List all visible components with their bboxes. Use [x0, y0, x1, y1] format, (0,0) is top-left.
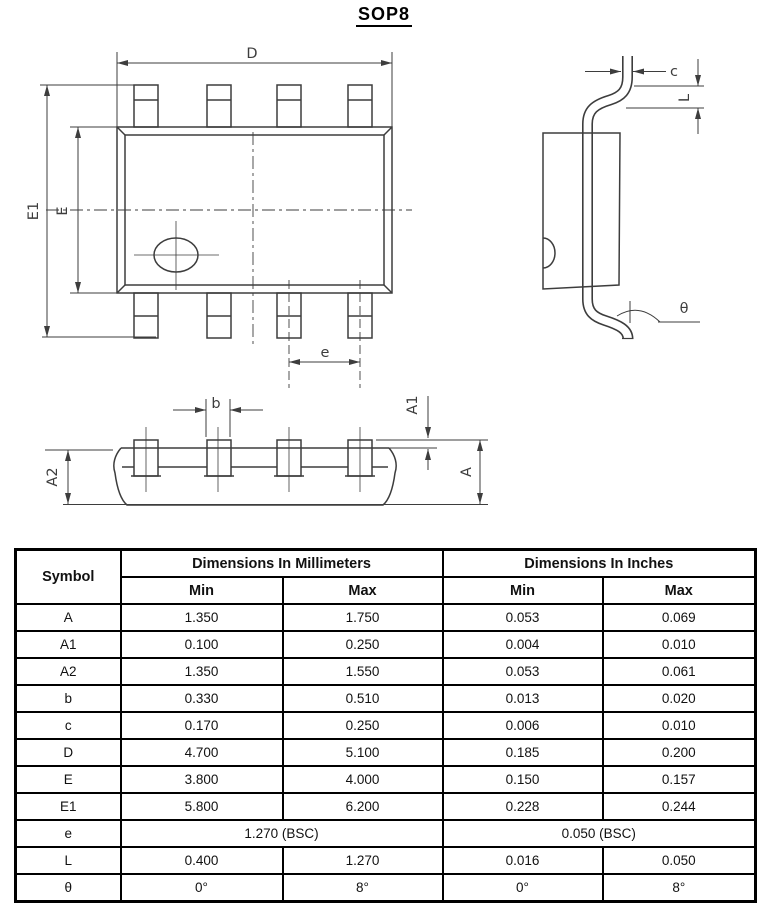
value-cell: 0.069: [603, 604, 756, 631]
symbol-cell: e: [16, 820, 121, 847]
value-cell: 0.185: [443, 739, 603, 766]
dim-label-a: A: [459, 467, 475, 477]
page-title: [0, 4, 768, 25]
table-row: [16, 874, 756, 902]
value-cell-span: 0.050 (BSC): [443, 820, 756, 847]
symbol-cell: b: [16, 685, 121, 712]
value-cell: 0°: [443, 874, 603, 902]
value-cell: 0.010: [603, 712, 756, 739]
table-row: [16, 658, 756, 685]
dim-label-e1: E1: [26, 201, 42, 221]
value-cell: 0.006: [443, 712, 603, 739]
top-view-drawing: [26, 46, 412, 388]
value-cell: 8°: [603, 874, 756, 902]
dim-label-theta: θ: [679, 301, 689, 317]
value-cell: 4.700: [121, 739, 283, 766]
page-title-text: SOP8: [356, 4, 412, 27]
table-row: [16, 793, 756, 820]
dim-label-d: D: [246, 46, 258, 62]
value-cell: 1.270: [283, 847, 443, 874]
dim-label-a2: A2: [45, 467, 61, 487]
header-mm-max: Max: [283, 577, 443, 604]
dim-label-b: b: [211, 396, 221, 412]
value-cell: 0.004: [443, 631, 603, 658]
value-cell: 8°: [283, 874, 443, 902]
value-cell: 0.100: [121, 631, 283, 658]
header-mm-group: Dimensions In Millimeters: [121, 550, 443, 578]
value-cell: 0.510: [283, 685, 443, 712]
value-cell: 0°: [121, 874, 283, 902]
symbol-cell: A: [16, 604, 121, 631]
value-cell: 0.330: [121, 685, 283, 712]
header-in-max: Max: [603, 577, 756, 604]
table-row: [16, 604, 756, 631]
value-cell: 0.020: [603, 685, 756, 712]
header-in-min: Min: [443, 577, 603, 604]
value-cell: 1.750: [283, 604, 443, 631]
value-cell: 0.250: [283, 631, 443, 658]
front-view-drawing: [45, 395, 488, 505]
symbol-cell: A1: [16, 631, 121, 658]
symbol-cell: E: [16, 766, 121, 793]
table-row: [16, 847, 756, 874]
header-symbol: Symbol: [16, 550, 121, 605]
value-cell: 1.350: [121, 604, 283, 631]
dim-label-a1: A1: [405, 395, 421, 415]
value-cell: 4.000: [283, 766, 443, 793]
table-row: [16, 685, 756, 712]
symbol-cell: L: [16, 847, 121, 874]
value-cell: 0.250: [283, 712, 443, 739]
symbol-cell: D: [16, 739, 121, 766]
dim-label-c: c: [670, 64, 678, 80]
value-cell: 0.400: [121, 847, 283, 874]
value-cell: 0.010: [603, 631, 756, 658]
value-cell: 1.550: [283, 658, 443, 685]
table-row: [16, 712, 756, 739]
symbol-cell: A2: [16, 658, 121, 685]
table-row: [16, 766, 756, 793]
value-cell: 0.061: [603, 658, 756, 685]
value-cell: 0.157: [603, 766, 756, 793]
header-in-group: Dimensions In Inches: [443, 550, 756, 578]
value-cell: 5.100: [283, 739, 443, 766]
value-cell: 0.016: [443, 847, 603, 874]
dim-label-e-width: E: [55, 206, 71, 216]
value-cell: 0.170: [121, 712, 283, 739]
symbol-cell: c: [16, 712, 121, 739]
symbol-cell: E1: [16, 793, 121, 820]
value-cell: 0.228: [443, 793, 603, 820]
dim-label-pitch: e: [320, 345, 330, 361]
value-cell: 0.053: [443, 658, 603, 685]
symbol-cell: θ: [16, 874, 121, 902]
header-mm-min: Min: [121, 577, 283, 604]
value-cell: 0.013: [443, 685, 603, 712]
value-cell: 0.050: [603, 847, 756, 874]
side-view-drawing: [543, 56, 704, 339]
dim-label-l: L: [677, 93, 693, 103]
table-row: [16, 739, 756, 766]
value-cell: 0.244: [603, 793, 756, 820]
value-cell: 0.150: [443, 766, 603, 793]
value-cell: 5.800: [121, 793, 283, 820]
value-cell: 0.053: [443, 604, 603, 631]
dimensions-table: [14, 548, 757, 903]
value-cell: 1.350: [121, 658, 283, 685]
value-cell: 6.200: [283, 793, 443, 820]
value-cell: 0.200: [603, 739, 756, 766]
table-row: [16, 631, 756, 658]
table-row: [16, 820, 756, 847]
value-cell: 3.800: [121, 766, 283, 793]
value-cell-span: 1.270 (BSC): [121, 820, 443, 847]
